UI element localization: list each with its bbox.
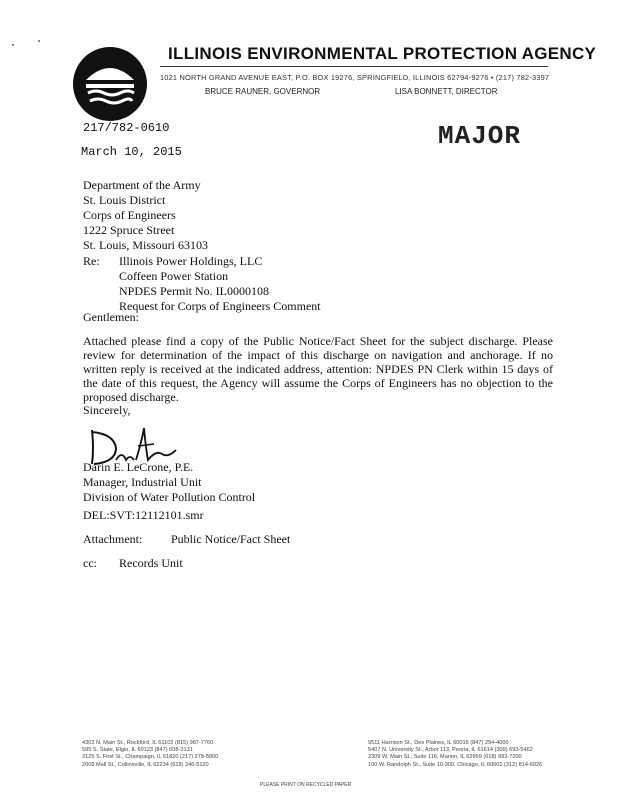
footer-office: 595 S. State, Elgin, IL 60123 (847) 608-3131 bbox=[82, 747, 193, 754]
scan-speck bbox=[12, 44, 14, 46]
footer-offices-right bbox=[368, 740, 542, 769]
footer-office: 2125 S. First St., Champaign, IL 61820 (217) 278-5800 bbox=[82, 754, 219, 761]
phone-number: 217/782-0610 bbox=[83, 121, 170, 135]
letter-body: Attached please find a copy of the Public Notice/Fact Sheet for the subject discharge. Please review for determination of the impact of this discharge on navigation and anchorage. If no written reply is received at the indicated address, attention: NPDES PN Clerk within 15 days of the date of this request, the Agency will assume the Corps of Engineers has no objection to the proposed discharge. bbox=[83, 334, 553, 404]
recipient-line: St. Louis District bbox=[83, 193, 166, 207]
director-name: LISA BONNETT, DIRECTOR bbox=[395, 87, 498, 96]
cc-value: Records Unit bbox=[119, 556, 183, 570]
scan-speck bbox=[38, 40, 40, 42]
re-line: NPDES Permit No. IL0000108 bbox=[119, 284, 269, 298]
signer-title: Manager, Industrial Unit bbox=[83, 475, 202, 489]
illinois-epa-seal-logo bbox=[72, 46, 148, 122]
footer-office: 2309 W. Main St., Suite 116, Marion, IL 62959 (618) 993-7200 bbox=[368, 754, 522, 761]
footer-office: 4302 N. Main St., Rockford, IL 61103 (815) 987-7760 bbox=[82, 740, 214, 746]
re-line: Request for Corps of Engineers Comment bbox=[119, 299, 321, 313]
recycled-paper-note: PLEASE PRINT ON RECYCLED PAPER bbox=[260, 782, 352, 788]
agency-name: ILLINOIS ENVIRONMENTAL PROTECTION AGENCY bbox=[168, 44, 597, 63]
signer-name: Darin E. LeCrone, P.E. bbox=[83, 460, 194, 474]
attachment-label: Attachment: bbox=[83, 532, 143, 546]
footer-office: 2009 Mall St., Collinsville, IL 62234 (618) 346-5120 bbox=[82, 761, 209, 768]
recipient-line: 1222 Spruce Street bbox=[83, 223, 175, 237]
footer-office: 5407 N. University St., Arbor 113, Peoria, IL 61614 (309) 693-5462 bbox=[368, 747, 533, 754]
re-block bbox=[119, 254, 321, 314]
closing: Sincerely, bbox=[83, 403, 131, 417]
signer-block bbox=[83, 460, 255, 505]
recipient-block bbox=[83, 178, 208, 253]
recipient-line: Corps of Engineers bbox=[83, 208, 176, 222]
recipient-line: St. Louis, Missouri 63103 bbox=[83, 238, 209, 252]
governor-name: BRUCE RAUNER, GOVERNOR bbox=[205, 87, 321, 96]
letter-date: March 10, 2015 bbox=[81, 145, 182, 159]
re-line: Illinois Power Holdings, LLC bbox=[119, 254, 263, 268]
re-label: Re: bbox=[83, 254, 100, 268]
header-rule bbox=[160, 66, 548, 67]
footer-office: 9511 Harrison St., Des Plaines, IL 60016 (847) 294-4000 bbox=[368, 740, 509, 746]
attachment-value: Public Notice/Fact Sheet bbox=[171, 532, 291, 546]
cc-label: cc: bbox=[83, 556, 97, 570]
signer-division: Division of Water Pollution Control bbox=[83, 490, 256, 504]
footer-office: 100 W. Randolph St., Suite 10-300, Chicago, IL 60601 (312) 814-6026 bbox=[368, 761, 543, 768]
recipient-line: Department of the Army bbox=[83, 178, 201, 192]
footer-offices-left bbox=[82, 740, 218, 769]
agency-address: 1021 NORTH GRAND AVENUE EAST, P.O. BOX 19276, SPRINGFIELD, ILLINOIS 62794-9276 • (217) 782-3397 bbox=[160, 73, 550, 82]
salutation: Gentlemen: bbox=[83, 310, 139, 324]
re-line: Coffeen Power Station bbox=[119, 269, 229, 283]
reference-code: DEL:SVT:12112101.smr bbox=[83, 508, 204, 522]
major-stamp: MAJOR bbox=[438, 121, 522, 151]
